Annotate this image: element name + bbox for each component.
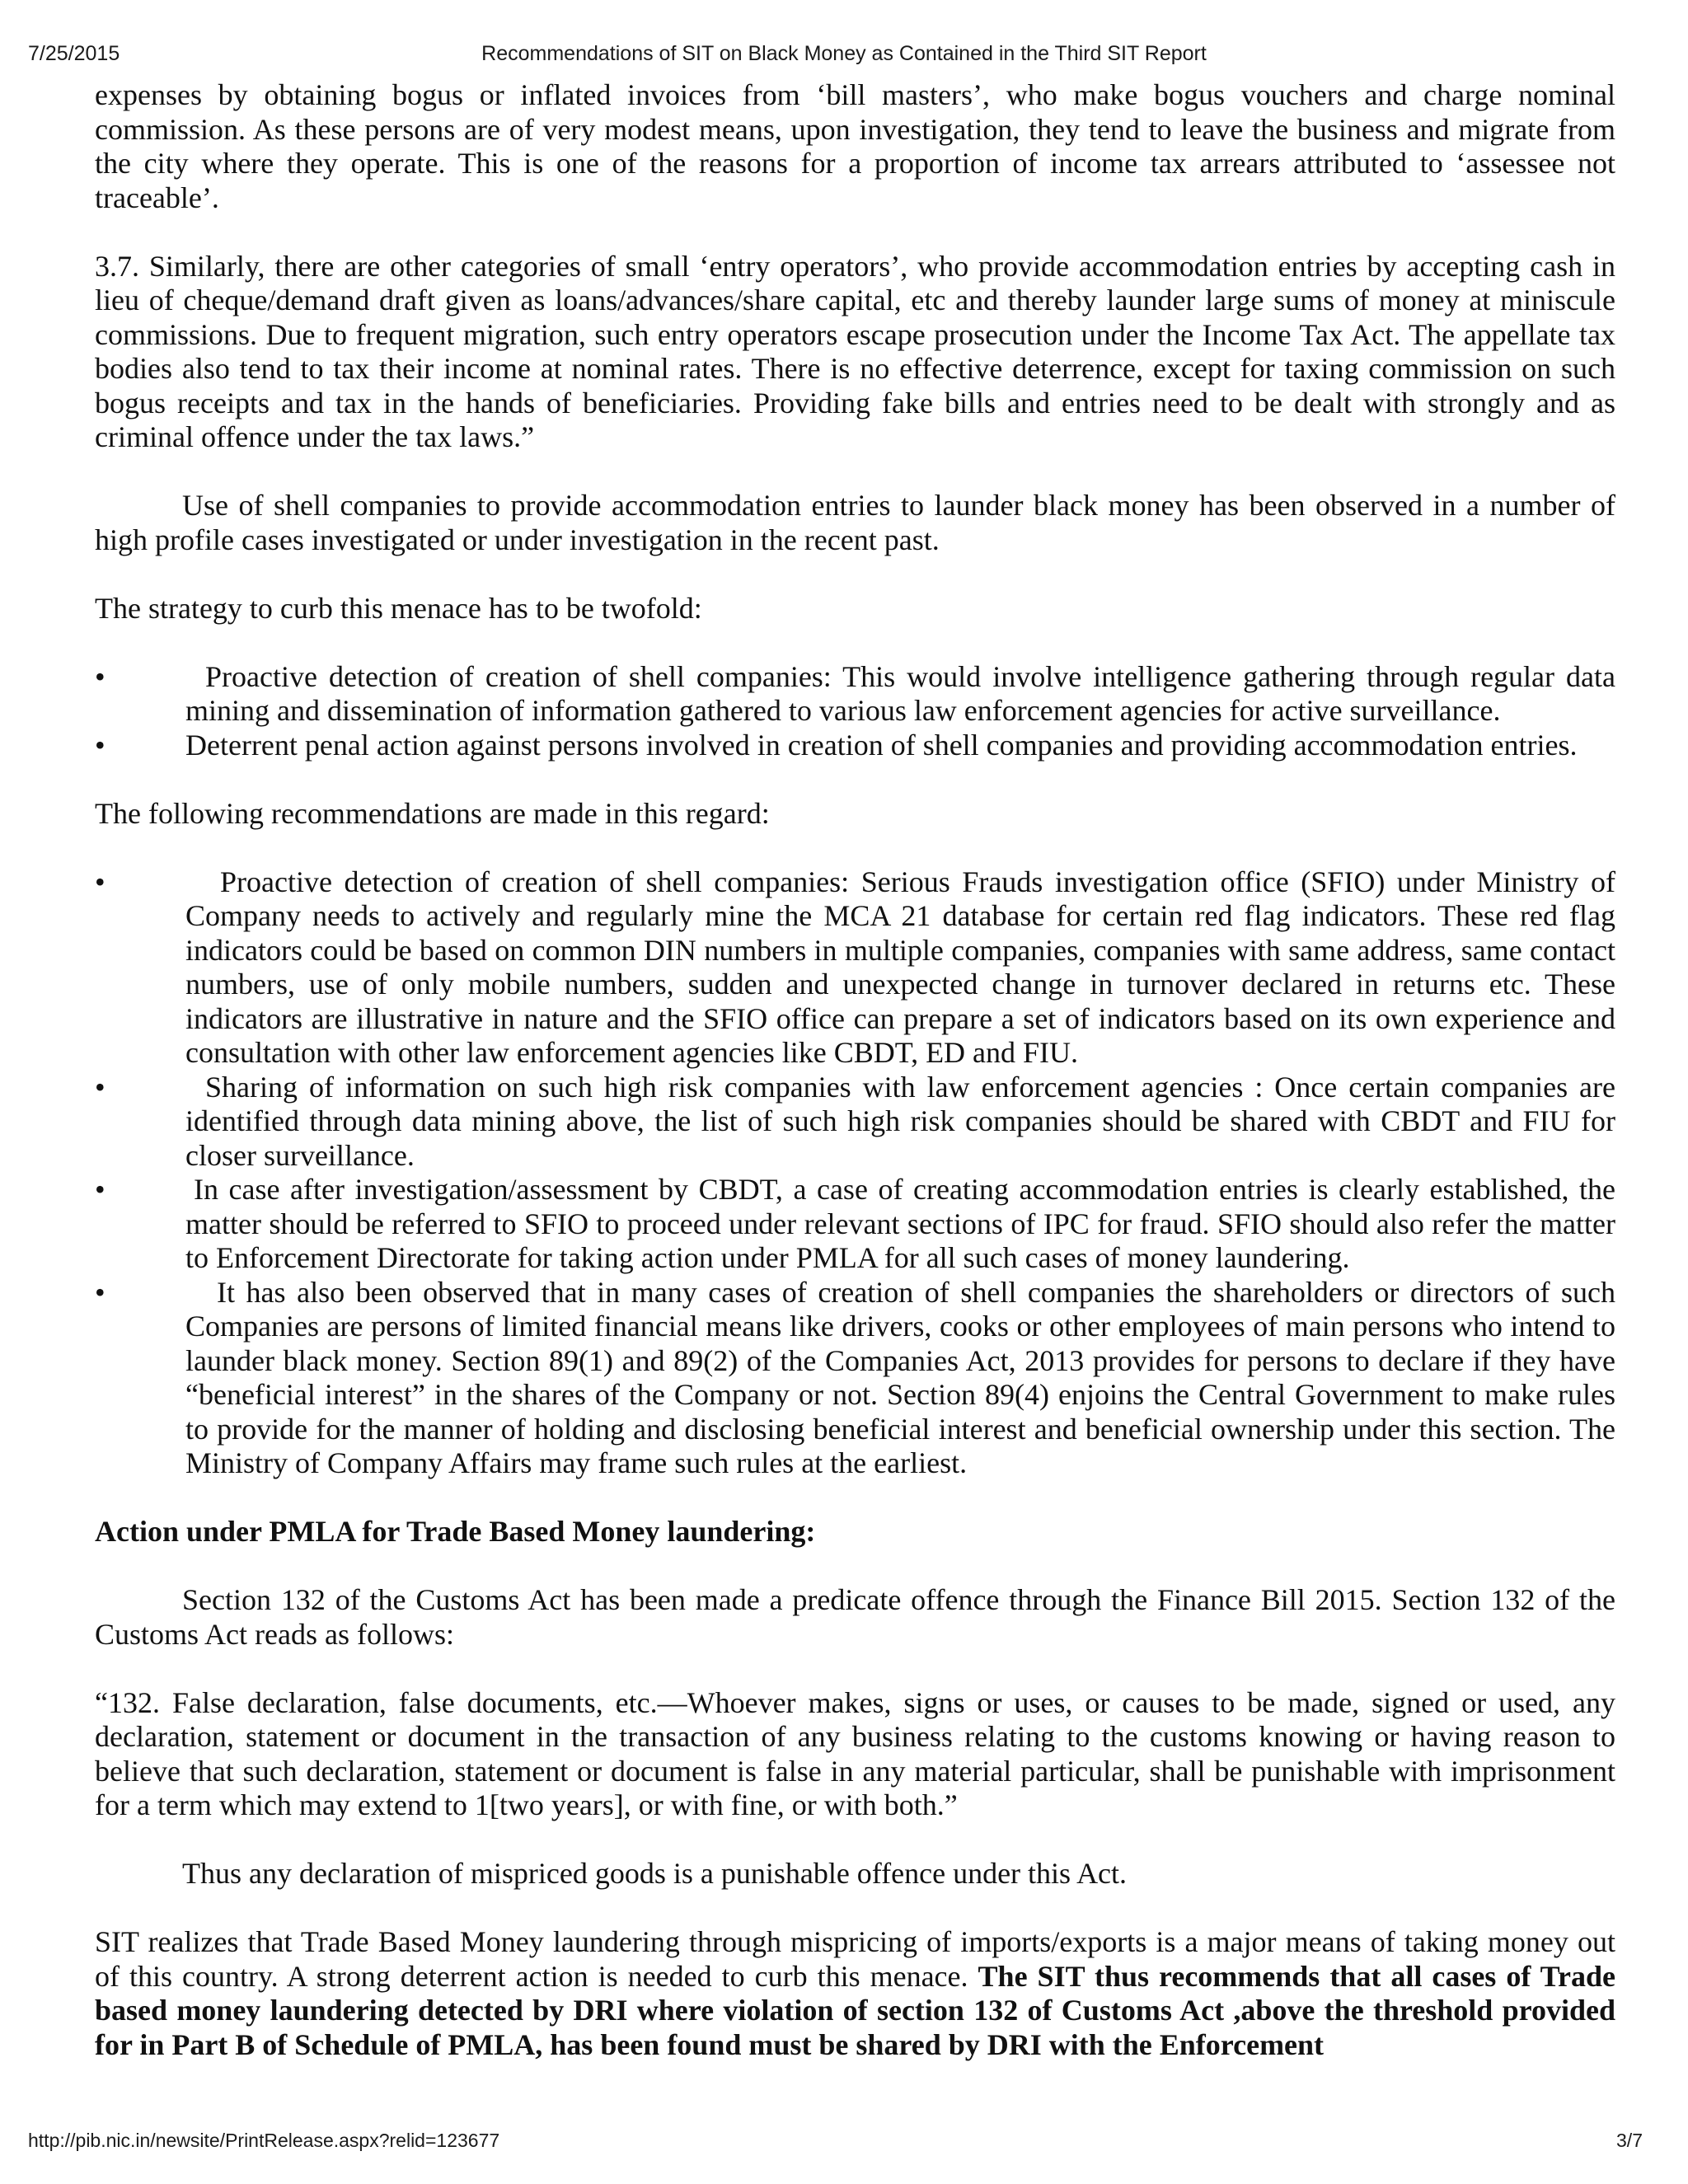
page-header-date: 7/25/2015 [28, 42, 120, 65]
list-item [95, 660, 1615, 729]
bullet-icon: • [95, 1275, 106, 1309]
strategy-list [95, 660, 1615, 763]
list-item-text: Proactive detection of creation of shell companies: Serious Frauds investigation office (SFIO) under Ministry of Company needs to actively and regularly mine the MCA 21 database for certain red flag indicators. These red flag indicators could be based on common DIN numbers in multiple companies, companies with same address, same contact numbers, use of only mobile numbers, sudden and unexpected change in turnover declared in returns etc. These indicators are illustrative in nature and the SFIO office can prepare a set of indicators based on its own experience and consultation with other law enforcement agencies like CBDT, ED and FIU. [185, 865, 1615, 1069]
bullet-icon: • [95, 728, 106, 762]
list-item-text: Deterrent penal action against persons involved in creation of shell companies and providing accommodation entries. [185, 728, 1578, 762]
paragraph-continued: expenses by obtaining bogus or inflated invoices from ‘bill masters’, who make bogus vouchers and charge nominal commission. As these persons are of very modest means, upon investigation, they tend to leave the business and migrate from the city where they operate. This is one of the reasons for a proportion of income tax arrears attributed to ‘assessee not traceable’. [95, 78, 1615, 214]
paragraph-mispriced-goods: Thus any declaration of mispriced goods is a punishable offence under this Act. [182, 1857, 1128, 1890]
paragraph-sit-recommendation [95, 1925, 1615, 2062]
sit-recommendation-bold-text: The SIT thus recommends that all cases of Trade based money laundering detected by DRI where violation of section 132 of Customs Act ,above the threshold provided for in Part B of Schedule of PMLA, has been found must be shared by DRI with the Enforcement [95, 1959, 1615, 2061]
list-item [95, 1173, 1615, 1276]
list-item-text: Proactive detection of creation of shell companies: This would involve intelligence gathering through regular data mining and dissemination of information gathered to various law enforcement agencies for active surveillance. [185, 659, 1615, 727]
recommendation-list [95, 865, 1615, 1481]
list-item-text: It has also been observed that in many cases of creation of shell companies the shareholders or directors of such Companies are persons of limited financial means like drivers, cooks or other employees of main persons who intend to launder black money. Section 89(1) and 89(2) of the Companies Act, 2013 provides for persons to declare if they have “beneficial interest” in the shares of the Company or not. Section 89(4) enjoins the Central Government to make rules to provide for the manner of holding and disclosing beneficial interest and beneficial ownership under this section. The Ministry of Company Affairs may frame such rules at the earliest. [185, 1275, 1615, 1479]
section-heading-pmla: Action under PMLA for Trade Based Money laundering: [95, 1515, 816, 1548]
paragraph-3-7: 3.7. Similarly, there are other categories of small ‘entry operators’, who provide accommodation entries by accepting cash in lieu of cheque/demand draft given as loans/advances/share capital, etc and thereby launder large sums of money at miniscule commissions. Due to frequent migration, such entry operators escape prosecution under the Income Tax Act. The appellate tax bodies also tend to tax their income at nominal rates. There is no effective deterrence, except for taxing commission on such bogus receipts and tax in the hands of beneficiaries. Providing fake bills and entries need to be dealt with strongly and as criminal offence under the tax laws.” [95, 249, 1615, 453]
list-item-text: In case after investigation/assessment by CBDT, a case of creating accommodation entries is clearly established, the matter should be referred to SFIO to proceed under relevant sections of IPC for fraud. SFIO should also refer the matter to Enforcement Directorate for taking action under PMLA for all such cases of money laundering. [185, 1173, 1615, 1274]
list-item [95, 865, 1615, 1071]
list-item [95, 1071, 1615, 1174]
page-footer-url: http://pib.nic.in/newsite/PrintRelease.aspx?relid=123677 [28, 2130, 500, 2151]
bullet-icon: • [95, 659, 106, 693]
recommend-intro: The following recommendations are made in this regard: [95, 796, 770, 830]
page-header-title: Recommendations of SIT on Black Money as Contained in the Third SIT Report [481, 42, 1207, 65]
list-item-text: Sharing of information on such high risk companies with law enforcement agencies : Once certain companies are identified through data mining above, the list of such high risk companies should be shared with CBDT and FIU for closer surveillance. [185, 1070, 1615, 1172]
paragraph-section-132: Section 132 of the Customs Act has been made a predicate offence through the Finance Bill 2015. Section 132 of the Customs Act reads as follows: [95, 1583, 1615, 1651]
strategy-intro: The strategy to curb this menace has to be twofold: [95, 591, 702, 625]
paragraph-shell-companies: Use of shell companies to provide accommodation entries to launder black money has been observed in a number of high profile cases investigated or under investigation in the recent past. [95, 489, 1615, 556]
bullet-icon: • [95, 865, 106, 898]
bullet-icon: • [95, 1070, 106, 1104]
bullet-icon: • [95, 1173, 106, 1206]
list-item [95, 729, 1615, 763]
document-body [95, 78, 1615, 2097]
page-number: 3/7 [1616, 2130, 1643, 2151]
list-item [95, 1276, 1615, 1481]
quote-section-132: “132. False declaration, false documents, etc.—Whoever makes, signs or uses, or causes to be made, signed or used, any declaration, statement or document in the transaction of any business relating to the customs knowing or having reason to believe that such declaration, statement or document is false in any material particular, shall be punishable with imprisonment for a term which may extend to 1[two years], or with fine, or with both.” [95, 1685, 1615, 1821]
sit-recommendation-plain-text: SIT realizes that Trade Based Money laundering through mispricing of imports/exports is a major means of taking money out of this country. A strong deterrent action is needed to curb this menace. [95, 1925, 1615, 1993]
